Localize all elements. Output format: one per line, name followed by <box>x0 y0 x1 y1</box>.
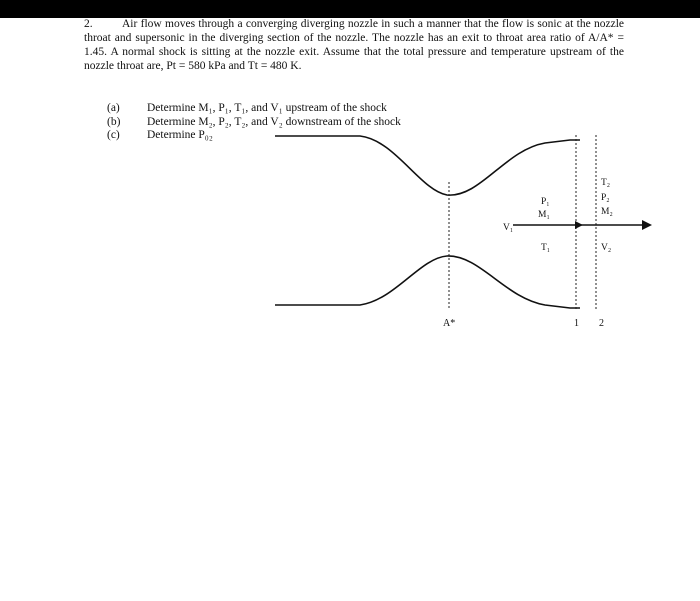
nozzle-lower-wall <box>275 256 580 308</box>
downstream-velocity-label: V₂ <box>601 243 612 253</box>
station-2-label: 2 <box>599 318 604 329</box>
shock-arrow-head <box>575 221 583 229</box>
flow-arrow-head <box>642 220 652 230</box>
upstream-temperature-label: T₁ <box>541 243 551 253</box>
part-label: (c) <box>107 129 120 141</box>
downstream-pressure-label: P₂ <box>601 193 610 203</box>
downstream-mach-label: M₂ <box>601 207 613 217</box>
downstream-temperature-label: T₂ <box>601 178 611 188</box>
problem-number: 2. <box>84 18 93 30</box>
part-text: Determine M₁, P₁, T₁, and V₁ upstream of the shock <box>147 102 387 114</box>
upstream-velocity-label: V₁ <box>503 223 514 233</box>
nozzle-upper-wall <box>275 136 580 195</box>
part-label: (a) <box>107 102 120 114</box>
upstream-pressure-label: P₁ <box>541 197 550 207</box>
throat-label: A* <box>443 318 456 329</box>
station-1-label: 1 <box>574 318 579 329</box>
upstream-mach-label: M₁ <box>538 210 550 220</box>
part-text: Determine P₀₂ <box>147 129 213 141</box>
part-label: (b) <box>107 115 121 128</box>
problem-text: Air flow moves through a converging diverging nozzle in such a manner that the flow is sonic at the nozzle throat and supersonic in the diverging section of the nozzle. The nozzle has an exit to throat area ratio of A/A* = 1.45. A normal shock is sitting at the nozzle exit. Assume that the total pressure and temperature upstream of the nozzle throat are, Pt = 580 kPa and Tt = 480 K. <box>84 18 624 72</box>
part-text: Determine M₂, P₂, T₂, and V₂ downstream of the shock <box>147 115 401 128</box>
